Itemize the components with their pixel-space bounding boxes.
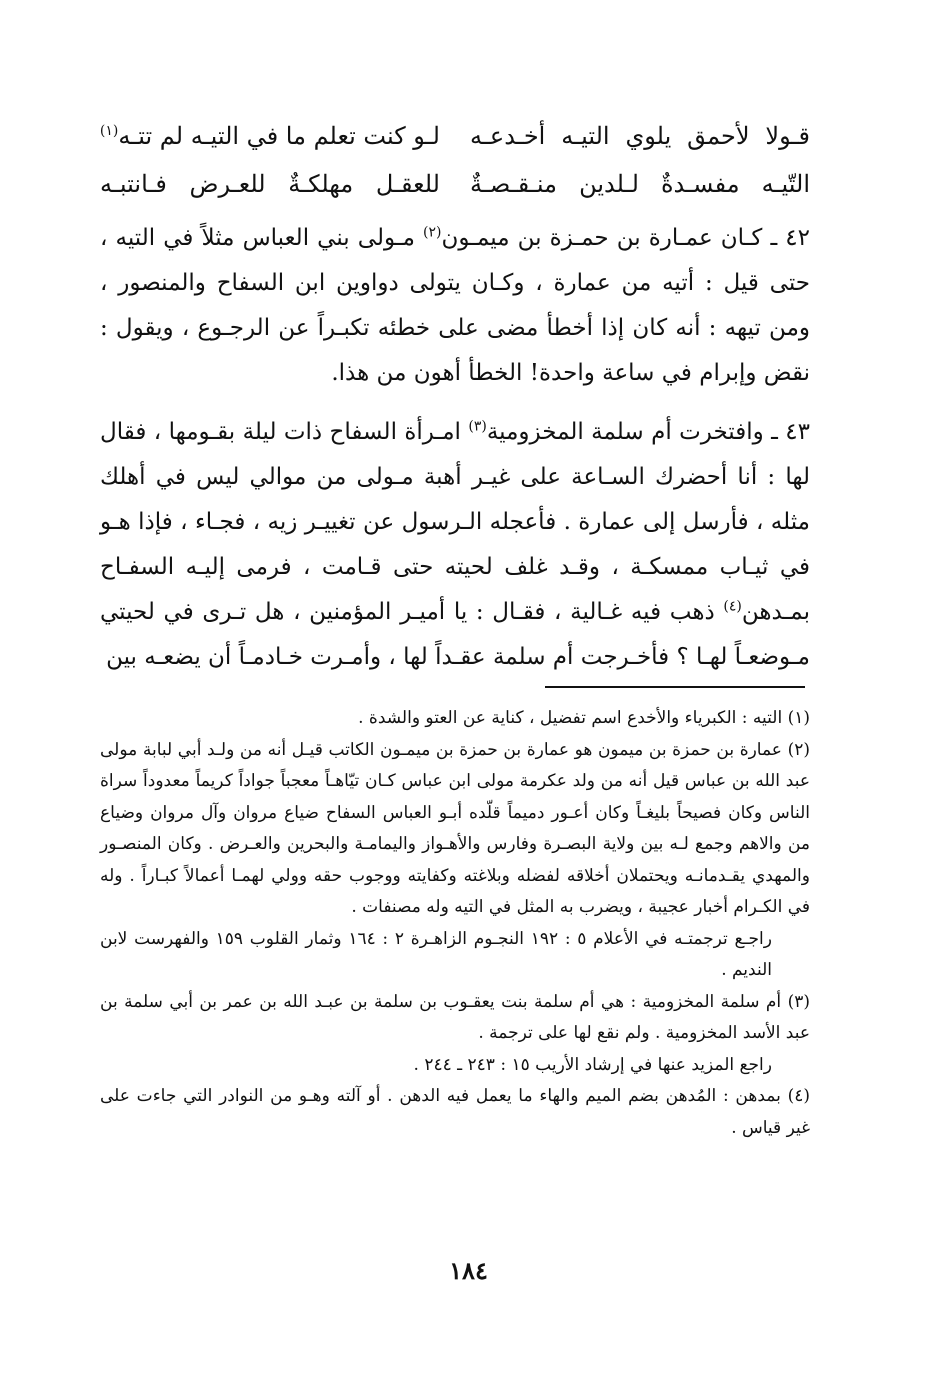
footnote-1-text: التيه : الكبرياء والأخدع اسم تفضيل ، كناية عن العتو والشدة . [358,708,783,728]
verse-2-second-hemistich: للعقـل مهلكـةٌ للعـرض فـانتبـه [100,170,440,198]
footnote-3 [100,987,810,1082]
paragraph-43 [100,410,810,680]
paragraph-42 [100,216,810,396]
footnote-ref-4: (٤) [723,598,742,615]
footnote-3-reference: راجع المزيد عنها في إرشاد الأريب ١٥ : ٢٤٣ ـ ٢٤٤ . [413,1054,772,1075]
footnote-ref-1: (١) [100,123,119,139]
footnote-4-text: بمدهن : المُدهن بضم الميم والهاء ما يعمل فيه الدهن . أو آلته وهـو من النوادر التي جاءت على غير قياس . [100,1086,810,1138]
footnote-2 [100,735,810,987]
footnote-3-line [100,987,810,1050]
footnote-3-text: أم سلمة المخزومية : هي أم سلمة بنت يعقـوب بن سلمة بن عبـد الله بن عمر بن أبي سلمة بن عبد الأسد المخزومية . ولم نقع لها على ترجمة . [100,991,810,1043]
footnote-2-reference: راجـع ترجمتـه في الأعلام ٥ : ١٩٢ النجـوم الزاهـرة ٢ : ١٦٤ وثمار القلوب ١٥٩ والفهرست لابن النديم . [100,928,772,980]
paragraph-42-start: ٤٢ ـ كـان عمـارة بن حمـزة بن ميمـون [441,225,811,251]
footnotes [100,703,810,1144]
footnote-2-text: عمارة بن حمزة بن ميمون هو عمارة بن حمزة بن ميمـون الكاتب قيـل أنه من ولـد أبي لبابة مولى عبد الله بن عباس قيل أنه من ولد عكرمة مولى ابن عباس كـان تيّاهـاً معجباً جواداً كريماً معدوداً سراة الناس وكان فصيحاً بليغـاً وكان أعـور دميماً قلّده أبـو العباس السفاح ضياع مروان وآل مروان وضياع من والاهم وجمع لـه بين ولاية البصـرة وفارس والأهـواز واليمامـة والبحرين والعـرض . وكان المنصـور والمهدي يقـدمانـه ويحتملان أخلاقه لفضله وبلاغته وكفايته ووجوب حقه وولي لهمـا أعمالاً كبـاراً . وله في الكـرام أخبار عجيبة ، ويضرب به المثل في التيه وله مصنفات . [100,739,810,917]
footnote-divider [545,686,805,688]
paragraph-43-start: ٤٣ ـ وافتخرت أم سلمة المخزومية [486,419,810,445]
paragraph-42-rest: مـولى بني العباس مثلاً في التيه ، حتى قيل : أتيه من عمارة ، وكـان يتولى دواوين ابن السفاح والمنصور ، ومن تيهه : أنه كان إذا أخطأ مضى على خطئه تكبـراً عن الرجـوع ، ويقول : نقض وإبرام في ساعة واحدة! الخطأ أهون من هذا. [100,225,810,386]
footnote-1-number: (١) [787,708,810,728]
footnote-ref-2: (٢) [423,224,442,241]
verse-1-first-hemistich: قـولا لأحمق يلوي التيـه أخـدعـه [470,122,810,150]
verse-1-second-hemistich [100,112,440,160]
footnote-ref-3: (٣) [468,418,487,435]
verse-line-1 [100,112,810,160]
verse-1-second-text: لـو كنت تعلم ما في التيـه لم تتـه [118,122,440,150]
footnote-3-number: (٣) [787,991,810,1012]
poem-verses [100,112,810,208]
footnote-2-number: (٢) [787,739,811,760]
footnote-4-line [100,1081,810,1144]
page-number: ١٨٤ [449,1256,488,1285]
verse-line-2 [100,160,810,208]
footnote-1 [100,703,810,735]
paragraph-43-end: ذهب فيه غـالية ، فقـال : يا أميـر المؤمنين ، هل تـرى في لحيتي مـوضعـاً لهـا ؟ فأخـرجت أم سلمة عقـداً لها ، وأمـرت خـادمـاً أن يضعـه بين [100,599,810,670]
paragraph-43-middle: امـرأة السفاح ذات ليلة بقـومها ، فقال لها : أنا أحضرك السـاعة على غيـر أهبة مـولى من موالي ليس في أهلك مثله ، فأرسل إلى عمارة . فأعجله الـرسول عن تغييـر زيه ، فجـاء ، فإذا هـو في ثيـاب ممسكـة ، وقـد غلف لحيته حتى قـامت ، فرمى إليـه السفـاح بمـدهن [100,419,810,625]
footnote-2-line [100,735,810,924]
footnote-4-number: (٤) [787,1086,810,1106]
footnote-1-line [100,703,810,735]
verse-2-first-hemistich: التّيـه مفسـدةٌ لـلدين منـقـصـةٌ [470,170,810,198]
footnote-4 [100,1081,810,1144]
